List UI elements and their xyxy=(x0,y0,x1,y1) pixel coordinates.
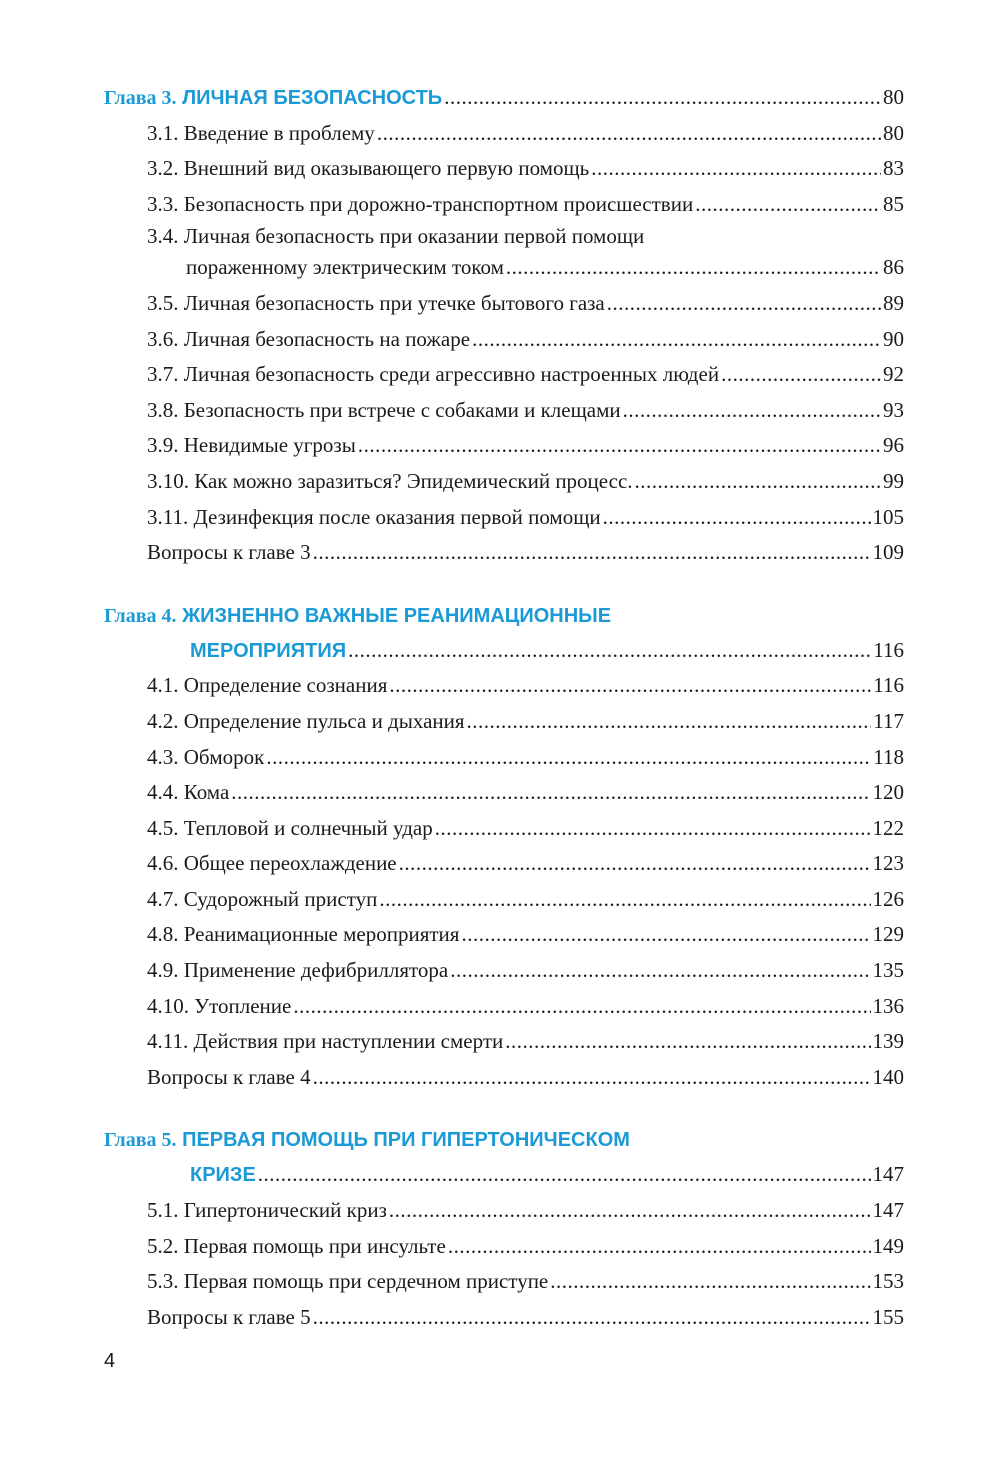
entry-title: 4.4. Кома xyxy=(147,780,230,805)
leader-dots xyxy=(377,116,881,152)
leader-dots xyxy=(389,1193,871,1229)
chapter-title: МЕРОПРИЯТИЯ xyxy=(190,639,347,662)
entry-title: 3.6. Личная безопасность на пожаре xyxy=(147,326,471,351)
leader-dots xyxy=(623,393,881,429)
chapter-4 xyxy=(0,599,1000,1096)
chapter-title-line1: ПЕРВАЯ ПОМОЩЬ ПРИ ГИПЕРТОНИЧЕСКОМ xyxy=(182,1129,630,1152)
page-number: 126 xyxy=(872,886,904,911)
entry-title: 5.2. Первая помощь при инсульте xyxy=(147,1233,446,1258)
entry-title: 4.11. Действия при наступлении смерти xyxy=(147,1029,504,1054)
page-number: 116 xyxy=(873,673,904,698)
entry-title: 3.2. Внешний вид оказывающего первую помощь xyxy=(147,156,590,181)
page-number: 105 xyxy=(872,504,904,529)
toc-entry xyxy=(147,1264,904,1300)
leader-dots xyxy=(506,250,881,286)
leader-dots xyxy=(721,357,881,393)
toc-entry xyxy=(147,1060,904,1096)
leader-dots xyxy=(505,1024,870,1060)
chapter-title-line1: ЖИЗНЕННО ВАЖНЫЕ РЕАНИМАЦИОННЫЕ xyxy=(182,604,612,627)
toc-entry xyxy=(147,811,904,847)
entry-title: 4.5. Тепловой и солнечный удар xyxy=(147,815,433,840)
entry-title: пораженному электрическим током xyxy=(186,255,504,280)
chapter-heading xyxy=(104,1123,904,1157)
page-number: 83 xyxy=(883,156,904,181)
leader-dots xyxy=(348,633,871,669)
toc-entry xyxy=(147,953,904,989)
entry-title: 3.3. Безопасность при дорожно-транспортном происшествии xyxy=(147,191,694,216)
page-number: 140 xyxy=(872,1064,904,1089)
page-number: 80 xyxy=(883,85,904,109)
leader-dots xyxy=(293,989,870,1025)
toc-entry xyxy=(147,989,904,1025)
page-number: 89 xyxy=(883,290,904,315)
entry-title: 4.2. Определение пульса и дыхания xyxy=(147,708,465,733)
leader-dots xyxy=(231,775,870,811)
entry-title: 4.1. Определение сознания xyxy=(147,673,388,698)
entry-title: 4.9. Применение дефибриллятора xyxy=(147,958,449,983)
chapter-heading-cont xyxy=(190,1157,904,1193)
toc-entry xyxy=(147,357,904,393)
entry-title: 3.9. Невидимые угрозы xyxy=(147,433,356,458)
leader-dots xyxy=(603,500,871,536)
toc-entry xyxy=(147,286,904,322)
entry-title: 3.7. Личная безопасность среди агрессивно настроенных людей xyxy=(147,362,720,387)
toc-entry xyxy=(147,775,904,811)
toc-entry xyxy=(147,151,904,187)
leader-dots xyxy=(313,535,871,571)
page-number: 93 xyxy=(883,397,904,422)
toc-entry xyxy=(147,668,904,704)
chapter-heading-cont xyxy=(190,633,904,669)
page-number: 139 xyxy=(872,1029,904,1054)
table-of-contents xyxy=(0,80,1000,1363)
chapter-3 xyxy=(0,80,1000,571)
entry-title: Вопросы к главе 3 xyxy=(147,540,311,565)
toc-entry xyxy=(147,917,904,953)
entry-title-line1: 3.4. Личная безопасность при оказании первой помощи xyxy=(147,224,645,249)
toc-entry xyxy=(147,428,904,464)
toc-entry xyxy=(147,704,904,740)
entry-title: Вопросы к главе 4 xyxy=(147,1064,311,1089)
leader-dots xyxy=(467,704,872,740)
page-number: 99 xyxy=(883,468,904,493)
leader-dots xyxy=(266,740,871,776)
entry-title: 5.1. Гипертонический криз xyxy=(147,1198,387,1223)
leader-dots xyxy=(591,151,881,187)
page-number: 136 xyxy=(872,993,904,1018)
entry-title: 4.6. Общее переохлаждение xyxy=(147,851,397,876)
page-number: 147 xyxy=(872,1198,904,1223)
page-number: 92 xyxy=(883,362,904,387)
chapter-prefix: Глава 5. xyxy=(104,1129,177,1152)
page-number: 120 xyxy=(872,780,904,805)
page-number: 116 xyxy=(873,637,904,662)
leader-dots xyxy=(444,80,881,116)
toc-entry xyxy=(147,464,904,500)
entry-title: 3.5. Личная безопасность при утечке бытового газа xyxy=(147,290,605,315)
leader-dots xyxy=(258,1157,871,1193)
page-number: 96 xyxy=(883,433,904,458)
chapter-prefix: Глава 4. xyxy=(104,604,177,627)
leader-dots xyxy=(358,428,881,464)
leader-dots xyxy=(461,917,870,953)
toc-entry xyxy=(147,1193,904,1229)
toc-entry xyxy=(147,535,904,571)
page-number: 86 xyxy=(883,255,904,280)
page-number: 80 xyxy=(883,120,904,145)
chapter-5 xyxy=(0,1123,1000,1335)
leader-dots xyxy=(313,1060,871,1096)
chapter-heading xyxy=(104,599,904,633)
leader-dots xyxy=(472,322,881,358)
toc-entry xyxy=(147,1024,904,1060)
leader-dots xyxy=(450,953,870,989)
entry-title: 3.11. Дезинфекция после оказания первой помощи xyxy=(147,504,601,529)
toc-entry xyxy=(147,882,904,918)
entry-title: 3.1. Введение в проблему xyxy=(147,120,375,145)
toc-entry xyxy=(147,393,904,429)
entry-title: 4.8. Реанимационные мероприятия xyxy=(147,922,460,947)
leader-dots xyxy=(635,464,881,500)
toc-entry xyxy=(147,116,904,152)
page-number: 117 xyxy=(873,708,904,733)
page-number: 153 xyxy=(872,1269,904,1294)
toc-entry xyxy=(147,846,904,882)
entry-title: 4.3. Обморок xyxy=(147,744,265,769)
entry-title: 4.7. Судорожный приступ xyxy=(147,886,378,911)
page-number: 149 xyxy=(872,1233,904,1258)
leader-dots xyxy=(399,846,871,882)
toc-entry xyxy=(147,740,904,776)
chapter-title: КРИЗЕ xyxy=(190,1164,256,1187)
page-number: 85 xyxy=(883,191,904,216)
page-number: 147 xyxy=(872,1162,904,1187)
chapter-heading xyxy=(104,80,904,116)
leader-dots xyxy=(695,187,881,223)
entry-title: 3.8. Безопасность при встрече с собаками и клещами xyxy=(147,397,621,422)
page-number: 122 xyxy=(872,815,904,840)
page-number: 123 xyxy=(872,851,904,876)
toc-entry xyxy=(147,500,904,536)
toc-entry xyxy=(186,250,904,286)
leader-dots xyxy=(435,811,871,847)
entry-title: 3.10. Как можно заразиться? Эпидемический процесс. xyxy=(147,468,633,493)
page-number: 118 xyxy=(873,744,904,769)
page-number: 90 xyxy=(883,326,904,351)
leader-dots xyxy=(313,1300,871,1336)
toc-entry xyxy=(147,1229,904,1265)
leader-dots xyxy=(448,1229,871,1265)
entry-title: 5.3. Первая помощь при сердечном приступе xyxy=(147,1269,549,1294)
toc-entry xyxy=(147,1300,904,1336)
entry-title: 4.10. Утопление xyxy=(147,993,292,1018)
leader-dots xyxy=(550,1264,870,1300)
chapter-title: ЛИЧНАЯ БЕЗОПАСНОСТЬ xyxy=(182,87,443,109)
leader-dots xyxy=(389,668,871,704)
toc-entry xyxy=(147,187,904,223)
page-number: 155 xyxy=(872,1304,904,1329)
leader-dots xyxy=(379,882,870,918)
entry-title: Вопросы к главе 5 xyxy=(147,1304,311,1329)
page-footer-number: 4 xyxy=(104,1350,116,1372)
leader-dots xyxy=(607,286,881,322)
page-number: 129 xyxy=(872,922,904,947)
toc-entry xyxy=(147,322,904,358)
page-number: 109 xyxy=(872,540,904,565)
page-number: 135 xyxy=(872,958,904,983)
chapter-prefix: Глава 3. xyxy=(104,87,177,109)
